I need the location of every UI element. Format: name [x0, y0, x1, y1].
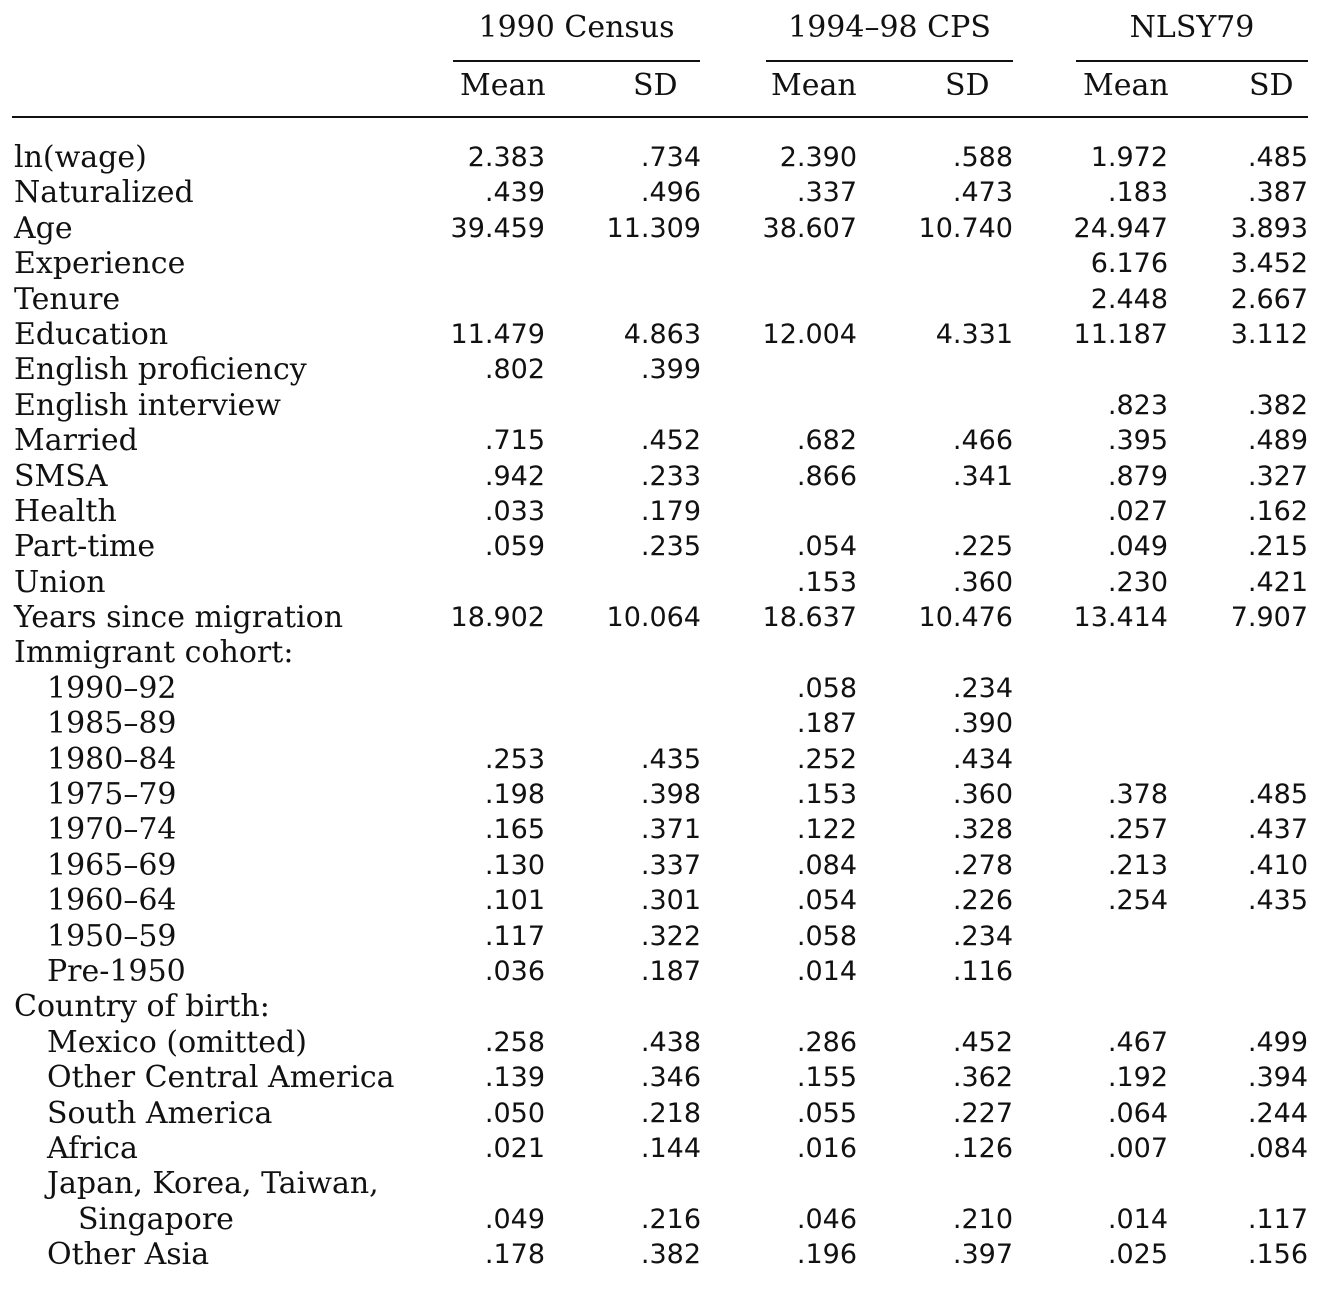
- table-row: [0, 140, 1334, 175]
- cell-census-sd: .144: [640, 1132, 701, 1164]
- table-body: [0, 140, 1334, 1273]
- cell-cps-sd: .126: [952, 1132, 1013, 1164]
- cell-census-sd: .382: [640, 1239, 701, 1271]
- row-label-text: 1980–84: [47, 741, 177, 777]
- cell-cps-mean: .682: [796, 425, 857, 457]
- cell-cps-mean: 12.004: [762, 318, 857, 350]
- cell-cps-sd: .328: [952, 814, 1013, 846]
- row-label-text: Tenure: [14, 281, 121, 317]
- table-row: [0, 175, 1334, 210]
- row-label-text: Mexico (omitted): [47, 1024, 307, 1060]
- row-label-text: Married: [14, 423, 138, 459]
- cell-census-sd: 10.064: [606, 602, 701, 634]
- table-row: [0, 1060, 1334, 1095]
- cell-nlsy-mean: .007: [1107, 1132, 1168, 1164]
- table-row: [0, 1096, 1334, 1131]
- row-label: [47, 706, 177, 741]
- row-label-text: Age: [14, 210, 73, 246]
- row-label-text: Years since migration: [14, 600, 344, 636]
- row-label-text: 1975–79: [47, 777, 177, 813]
- row-label-text: Japan, Korea, Taiwan,: [47, 1166, 379, 1202]
- cell-cps-mean: 38.607: [762, 212, 857, 244]
- cell-census-mean: 11.479: [450, 318, 545, 350]
- cell-cps-mean: .084: [796, 849, 857, 881]
- cell-cps-sd: .278: [952, 849, 1013, 881]
- row-label: [47, 812, 177, 847]
- row-label: [14, 459, 108, 494]
- cell-cps-mean: .054: [796, 885, 857, 917]
- cell-nlsy-mean: 11.187: [1073, 318, 1168, 350]
- cell-cps-sd: 4.331: [935, 318, 1013, 350]
- row-label: [47, 1060, 395, 1095]
- cell-cps-sd: .116: [952, 955, 1013, 987]
- row-label: [47, 883, 177, 918]
- cell-cps-sd: .466: [952, 425, 1013, 457]
- cell-census-sd: .435: [640, 743, 701, 775]
- cell-nlsy-mean: 6.176: [1090, 248, 1168, 280]
- cell-census-sd: .371: [640, 814, 701, 846]
- table-row: [0, 282, 1334, 317]
- table-row: [0, 812, 1334, 847]
- cell-nlsy-sd: .437: [1247, 814, 1308, 846]
- cell-nlsy-sd: .244: [1247, 1097, 1308, 1129]
- row-label-text: Health: [14, 493, 117, 529]
- group-rule-census: [453, 60, 700, 62]
- cell-nlsy-mean: .879: [1107, 460, 1168, 492]
- cell-census-sd: .233: [640, 460, 701, 492]
- cell-census-mean: .059: [484, 531, 545, 563]
- table-row: [0, 211, 1334, 246]
- cell-nlsy-mean: .183: [1107, 177, 1168, 209]
- cell-cps-sd: .227: [952, 1097, 1013, 1129]
- table-row: [0, 1025, 1334, 1060]
- cell-census-sd: .398: [640, 779, 701, 811]
- cell-cps-mean: .058: [796, 920, 857, 952]
- row-label-text: Part-time: [14, 529, 156, 565]
- cell-nlsy-sd: .162: [1247, 495, 1308, 527]
- row-label-text: South America: [47, 1095, 273, 1131]
- row-label-text: 1985–89: [47, 706, 177, 742]
- row-label: [14, 989, 270, 1024]
- cell-nlsy-mean: 1.972: [1090, 142, 1168, 173]
- cell-nlsy-sd: .084: [1247, 1132, 1308, 1164]
- table-row: [0, 494, 1334, 529]
- table-row: [0, 777, 1334, 812]
- subheader-nlsy-sd: SD: [1249, 68, 1294, 103]
- subheader-census-mean: Mean: [460, 68, 546, 103]
- cell-nlsy-mean: .027: [1107, 495, 1168, 527]
- cell-cps-sd: .473: [952, 177, 1013, 209]
- cell-cps-mean: .046: [796, 1203, 857, 1235]
- cell-nlsy-sd: .382: [1247, 389, 1308, 421]
- cell-nlsy-mean: 2.448: [1090, 283, 1168, 315]
- cell-census-sd: .218: [640, 1097, 701, 1129]
- row-label: [47, 919, 177, 954]
- cell-census-mean: .139: [484, 1062, 545, 1094]
- cell-cps-sd: .234: [952, 672, 1013, 704]
- group-rule-nlsy: [1076, 60, 1308, 62]
- cell-cps-mean: .196: [796, 1239, 857, 1271]
- cell-census-mean: .165: [484, 814, 545, 846]
- cell-nlsy-sd: .387: [1247, 177, 1308, 209]
- row-label: [47, 777, 177, 812]
- cell-census-mean: 2.383: [467, 142, 545, 173]
- cell-cps-sd: .390: [952, 708, 1013, 740]
- cell-census-mean: .130: [484, 849, 545, 881]
- cell-census-sd: .734: [640, 142, 701, 173]
- row-label: [14, 246, 185, 281]
- cell-cps-mean: .337: [796, 177, 857, 209]
- cell-cps-sd: .234: [952, 920, 1013, 952]
- cell-cps-sd: .360: [952, 566, 1013, 598]
- table-row: [0, 388, 1334, 423]
- cell-census-mean: .253: [484, 743, 545, 775]
- cell-nlsy-mean: .257: [1107, 814, 1168, 846]
- cell-census-sd: .179: [640, 495, 701, 527]
- table-row: [0, 246, 1334, 281]
- row-label: [14, 317, 168, 352]
- row-label-text: Other Asia: [47, 1237, 210, 1273]
- cell-nlsy-mean: .230: [1107, 566, 1168, 598]
- cell-census-mean: .036: [484, 955, 545, 987]
- cell-cps-sd: .434: [952, 743, 1013, 775]
- row-label-continuation: Singapore: [78, 1201, 234, 1237]
- table-row: [0, 706, 1334, 741]
- cell-nlsy-mean: .467: [1107, 1026, 1168, 1058]
- row-label: [47, 954, 186, 989]
- cell-cps-sd: .362: [952, 1062, 1013, 1094]
- cell-nlsy-sd: .435: [1247, 885, 1308, 917]
- cell-census-sd: .301: [640, 885, 701, 917]
- cell-census-mean: .021: [484, 1132, 545, 1164]
- cell-census-sd: 11.309: [606, 212, 701, 244]
- row-label: [47, 742, 177, 777]
- row-label-text: Immigrant cohort:: [14, 635, 294, 671]
- row-label-text: Other Central America: [47, 1060, 395, 1096]
- header-rule: [12, 116, 1308, 118]
- cell-cps-mean: .122: [796, 814, 857, 846]
- row-label-text: Union: [14, 564, 106, 600]
- row-label: [47, 671, 177, 706]
- row-label-text: Education: [14, 316, 169, 352]
- row-label: [47, 1096, 272, 1131]
- cell-cps-sd: .341: [952, 460, 1013, 492]
- row-label: [14, 565, 106, 600]
- cell-census-sd: .346: [640, 1062, 701, 1094]
- cell-cps-mean: .155: [796, 1062, 857, 1094]
- row-label: [47, 1166, 379, 1237]
- row-label-text: 1990–92: [47, 670, 177, 706]
- row-label: [14, 282, 120, 317]
- cell-nlsy-sd: 3.112: [1230, 318, 1308, 350]
- row-label-text: ln(wage): [14, 140, 147, 175]
- group-header-nlsy: NLSY79: [1129, 10, 1255, 45]
- row-label: [14, 211, 73, 246]
- cell-cps-mean: .058: [796, 672, 857, 704]
- cell-nlsy-mean: .014: [1107, 1203, 1168, 1235]
- cell-nlsy-mean: .064: [1107, 1097, 1168, 1129]
- cell-census-sd: .496: [640, 177, 701, 209]
- cell-cps-mean: 18.637: [762, 602, 857, 634]
- table-row: [0, 529, 1334, 564]
- subheader-nlsy-mean: Mean: [1083, 68, 1169, 103]
- table-row: [0, 423, 1334, 458]
- cell-cps-mean: .866: [796, 460, 857, 492]
- cell-census-sd: .337: [640, 849, 701, 881]
- cell-nlsy-mean: .213: [1107, 849, 1168, 881]
- cell-nlsy-sd: 7.907: [1230, 602, 1308, 634]
- cell-cps-mean: .187: [796, 708, 857, 740]
- cell-census-sd: .235: [640, 531, 701, 563]
- group-header-cps: 1994–98 CPS: [788, 10, 991, 45]
- cell-nlsy-mean: .823: [1107, 389, 1168, 421]
- table-row: [0, 848, 1334, 883]
- cell-nlsy-sd: .485: [1247, 142, 1308, 173]
- cell-census-mean: 18.902: [450, 602, 545, 634]
- row-label-text: Pre-1950: [47, 953, 186, 989]
- cell-cps-sd: 10.740: [918, 212, 1013, 244]
- cell-nlsy-mean: 13.414: [1073, 602, 1168, 634]
- cell-census-sd: .322: [640, 920, 701, 952]
- cell-census-sd: .216: [640, 1203, 701, 1235]
- cell-nlsy-sd: .421: [1247, 566, 1308, 598]
- cell-nlsy-sd: .499: [1247, 1026, 1308, 1058]
- cell-cps-mean: .153: [796, 566, 857, 598]
- row-label-text: 1965–69: [47, 847, 177, 883]
- row-label: [47, 1025, 307, 1060]
- row-label-text: Experience: [14, 246, 186, 282]
- cell-nlsy-sd: 3.452: [1230, 248, 1308, 280]
- cell-nlsy-sd: .215: [1247, 531, 1308, 563]
- row-label: [14, 388, 281, 423]
- table-row: [0, 1237, 1334, 1272]
- cell-census-mean: .033: [484, 495, 545, 527]
- cell-census-mean: .715: [484, 425, 545, 457]
- cell-nlsy-sd: .489: [1247, 425, 1308, 457]
- subheader-cps-mean: Mean: [771, 68, 857, 103]
- cell-nlsy-mean: .192: [1107, 1062, 1168, 1094]
- cell-cps-sd: .452: [952, 1026, 1013, 1058]
- cell-nlsy-mean: .378: [1107, 779, 1168, 811]
- cell-cps-sd: .210: [952, 1203, 1013, 1235]
- table-row: [0, 459, 1334, 494]
- cell-cps-sd: .360: [952, 779, 1013, 811]
- group-header-census: 1990 Census: [478, 10, 675, 45]
- row-label-text: English interview: [14, 387, 281, 423]
- cell-nlsy-sd: .327: [1247, 460, 1308, 492]
- cell-cps-mean: .014: [796, 955, 857, 987]
- row-label: [14, 352, 307, 387]
- row-label: [14, 600, 343, 635]
- table-row: [0, 1166, 1334, 1237]
- cell-census-sd: .452: [640, 425, 701, 457]
- cell-nlsy-sd: .394: [1247, 1062, 1308, 1094]
- group-rule-cps: [766, 60, 1013, 62]
- row-label-text: 1950–59: [47, 918, 177, 954]
- subheader-census-sd: SD: [633, 68, 678, 103]
- table-row: [0, 635, 1334, 670]
- cell-census-mean: .101: [484, 885, 545, 917]
- cell-nlsy-mean: .395: [1107, 425, 1168, 457]
- cell-cps-mean: 2.390: [779, 142, 857, 173]
- cell-census-mean: .802: [484, 354, 545, 386]
- table-row: [0, 954, 1334, 989]
- row-label-text: SMSA: [14, 458, 108, 494]
- cell-census-sd: .438: [640, 1026, 701, 1058]
- row-label: [14, 494, 117, 529]
- cell-cps-mean: .055: [796, 1097, 857, 1129]
- cell-cps-mean: .252: [796, 743, 857, 775]
- cell-nlsy-sd: .485: [1247, 779, 1308, 811]
- cell-cps-sd: .225: [952, 531, 1013, 563]
- table-row: [0, 317, 1334, 352]
- cell-nlsy-mean: 24.947: [1073, 212, 1168, 244]
- subheader-cps-sd: SD: [945, 68, 990, 103]
- cell-nlsy-sd: .117: [1247, 1203, 1308, 1235]
- cell-cps-mean: .153: [796, 779, 857, 811]
- table-row: [0, 919, 1334, 954]
- table-row: [0, 742, 1334, 777]
- cell-nlsy-sd: 3.893: [1230, 212, 1308, 244]
- cell-census-mean: .049: [484, 1203, 545, 1235]
- row-label-text: 1970–74: [47, 812, 177, 848]
- cell-nlsy-sd: .410: [1247, 849, 1308, 881]
- row-label-text: English proficiency: [14, 352, 307, 388]
- table-row: [0, 600, 1334, 635]
- table-row: [0, 989, 1334, 1024]
- cell-cps-sd: .397: [952, 1239, 1013, 1271]
- row-label-text: Naturalized: [14, 175, 194, 211]
- cell-census-mean: .117: [484, 920, 545, 952]
- cell-census-mean: .439: [484, 177, 545, 209]
- cell-census-sd: .187: [640, 955, 701, 987]
- row-label: [47, 848, 177, 883]
- row-label: [14, 635, 293, 670]
- row-label: [14, 529, 155, 564]
- row-label-text: Country of birth:: [14, 989, 270, 1025]
- cell-census-mean: .050: [484, 1097, 545, 1129]
- cell-census-mean: .178: [484, 1239, 545, 1271]
- cell-census-mean: .942: [484, 460, 545, 492]
- row-label: [14, 423, 138, 458]
- cell-nlsy-mean: .025: [1107, 1239, 1168, 1271]
- cell-cps-sd: 10.476: [918, 602, 1013, 634]
- row-label: [47, 1131, 138, 1166]
- cell-cps-mean: .016: [796, 1132, 857, 1164]
- table-row: [0, 565, 1334, 600]
- row-label: [14, 140, 147, 175]
- cell-cps-mean: .286: [796, 1026, 857, 1058]
- cell-census-sd: .399: [640, 354, 701, 386]
- cell-census-mean: .198: [484, 779, 545, 811]
- cell-census-sd: 4.863: [623, 318, 701, 350]
- table-row: [0, 883, 1334, 918]
- row-label: [47, 1237, 209, 1272]
- row-label: [14, 175, 194, 210]
- cell-census-mean: .258: [484, 1026, 545, 1058]
- row-label-text: 1960–64: [47, 883, 177, 919]
- cell-cps-mean: .054: [796, 531, 857, 563]
- cell-nlsy-sd: 2.667: [1230, 283, 1308, 315]
- row-label-text: Africa: [47, 1130, 138, 1166]
- table-row: [0, 671, 1334, 706]
- table-row: [0, 352, 1334, 387]
- cell-nlsy-sd: .156: [1247, 1239, 1308, 1271]
- cell-nlsy-mean: .254: [1107, 885, 1168, 917]
- cell-census-mean: 39.459: [450, 212, 545, 244]
- cell-cps-sd: .226: [952, 885, 1013, 917]
- cell-nlsy-mean: .049: [1107, 531, 1168, 563]
- cell-cps-sd: .588: [952, 142, 1013, 173]
- table-row: [0, 1131, 1334, 1166]
